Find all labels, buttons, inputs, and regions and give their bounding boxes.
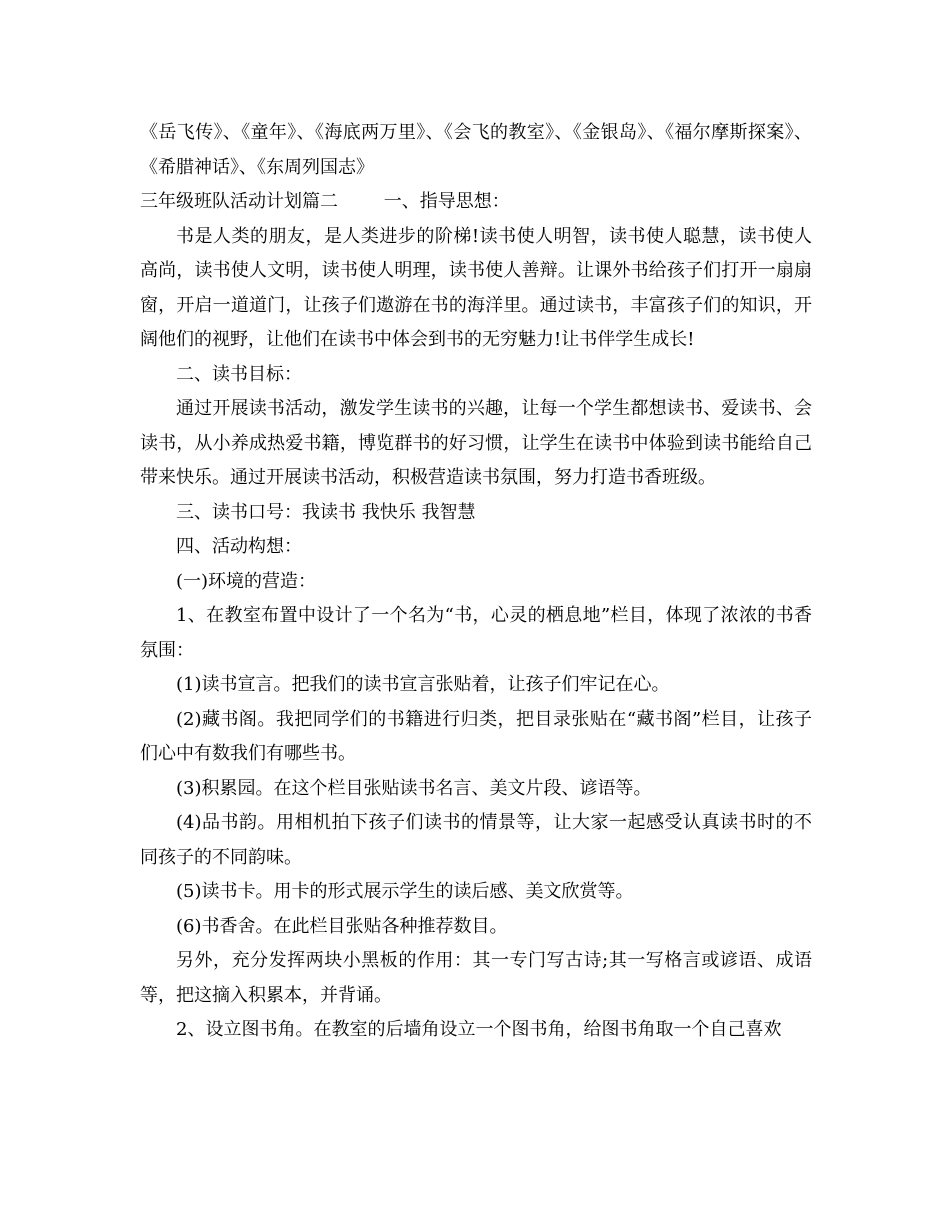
reading-goal-paragraph: 通过开展读书活动，激发学生读书的兴趣，让每一个学生都想读书、爱读书、会读书，从小养成热爱书籍，博览群书的好习惯，让学生在读书中体验到读书能给自己带来快乐。通过开展读书活动，积极营造读书氛围，努力打造书香班级。 [140,398,812,488]
list-item: (2)藏书阁。我把同学们的书籍进行归类，把目录张贴在“藏书阁”栏目，让孩子们心中有数我们有哪些书。 [140,708,812,764]
list-item: (5)读书卡。用卡的形式展示学生的读后感、美文欣赏等。 [176,881,634,902]
blackboard-paragraph: 另外，充分发挥两块小黑板的作用：其一专门写古诗;其一写格言或谚语、成语等，把这摘入积累本，并背诵。 [140,950,812,1006]
guiding-thought-paragraph: 书是人类的朋友，是人类进步的阶梯!读书使人明智，读书使人聪慧，读书使人高尚，读书使人文明，读书使人明理，读书使人善辩。让课外书给孩子们打开一扇扇窗，开启一道道门，让孩子们遨游在书的海洋里。通过读书，丰富孩子们的知识，开阔他们的视野，让他们在读书中体会到书的无穷魅力!让书伴学生成长! [140,225,812,350]
list-item: (6)书香舍。在此栏目张贴各种推荐数目。 [176,915,508,937]
list-item: (3)积累园。在这个栏目张贴读书名言、美文片段、谚语等。 [176,777,652,799]
activity-concept-heading: 四、活动构想： [176,536,302,557]
book-list-paragraph: 《岳飞传》、《童年》、《海底两万里》、《会飞的教室》、《金银岛》、《福尔摩斯探案》、《希腊神话》、《东周列国志》 [140,122,812,178]
reading-goal-heading: 二、读书目标： [176,363,302,385]
book-corner-paragraph: 2、设立图书角。在教室的后墙角设立一个图书角，给图书角取一个自己喜欢 [176,1019,782,1040]
section-title: 三年级班队活动计划篇二 一、指导思想： [140,191,510,212]
document-body [140,116,812,1048]
list-item: (1)读书宣言。把我们的读书宣言张贴着，让孩子们牢记在心。 [176,674,670,695]
reading-slogan-heading: 三、读书口号：我读书 我快乐 我智慧 [176,501,476,523]
list-item: (4)品书韵。用相机拍下孩子们读书的情景等，让大家一起感受认真读书时的不同孩子的不同韵味。 [140,812,812,868]
environment-heading: (一)环境的营造： [176,570,317,592]
classroom-layout-paragraph: 1、在教室布置中设计了一个名为“书，心灵的栖息地”栏目，体现了浓浓的书香氛围： [140,605,812,661]
